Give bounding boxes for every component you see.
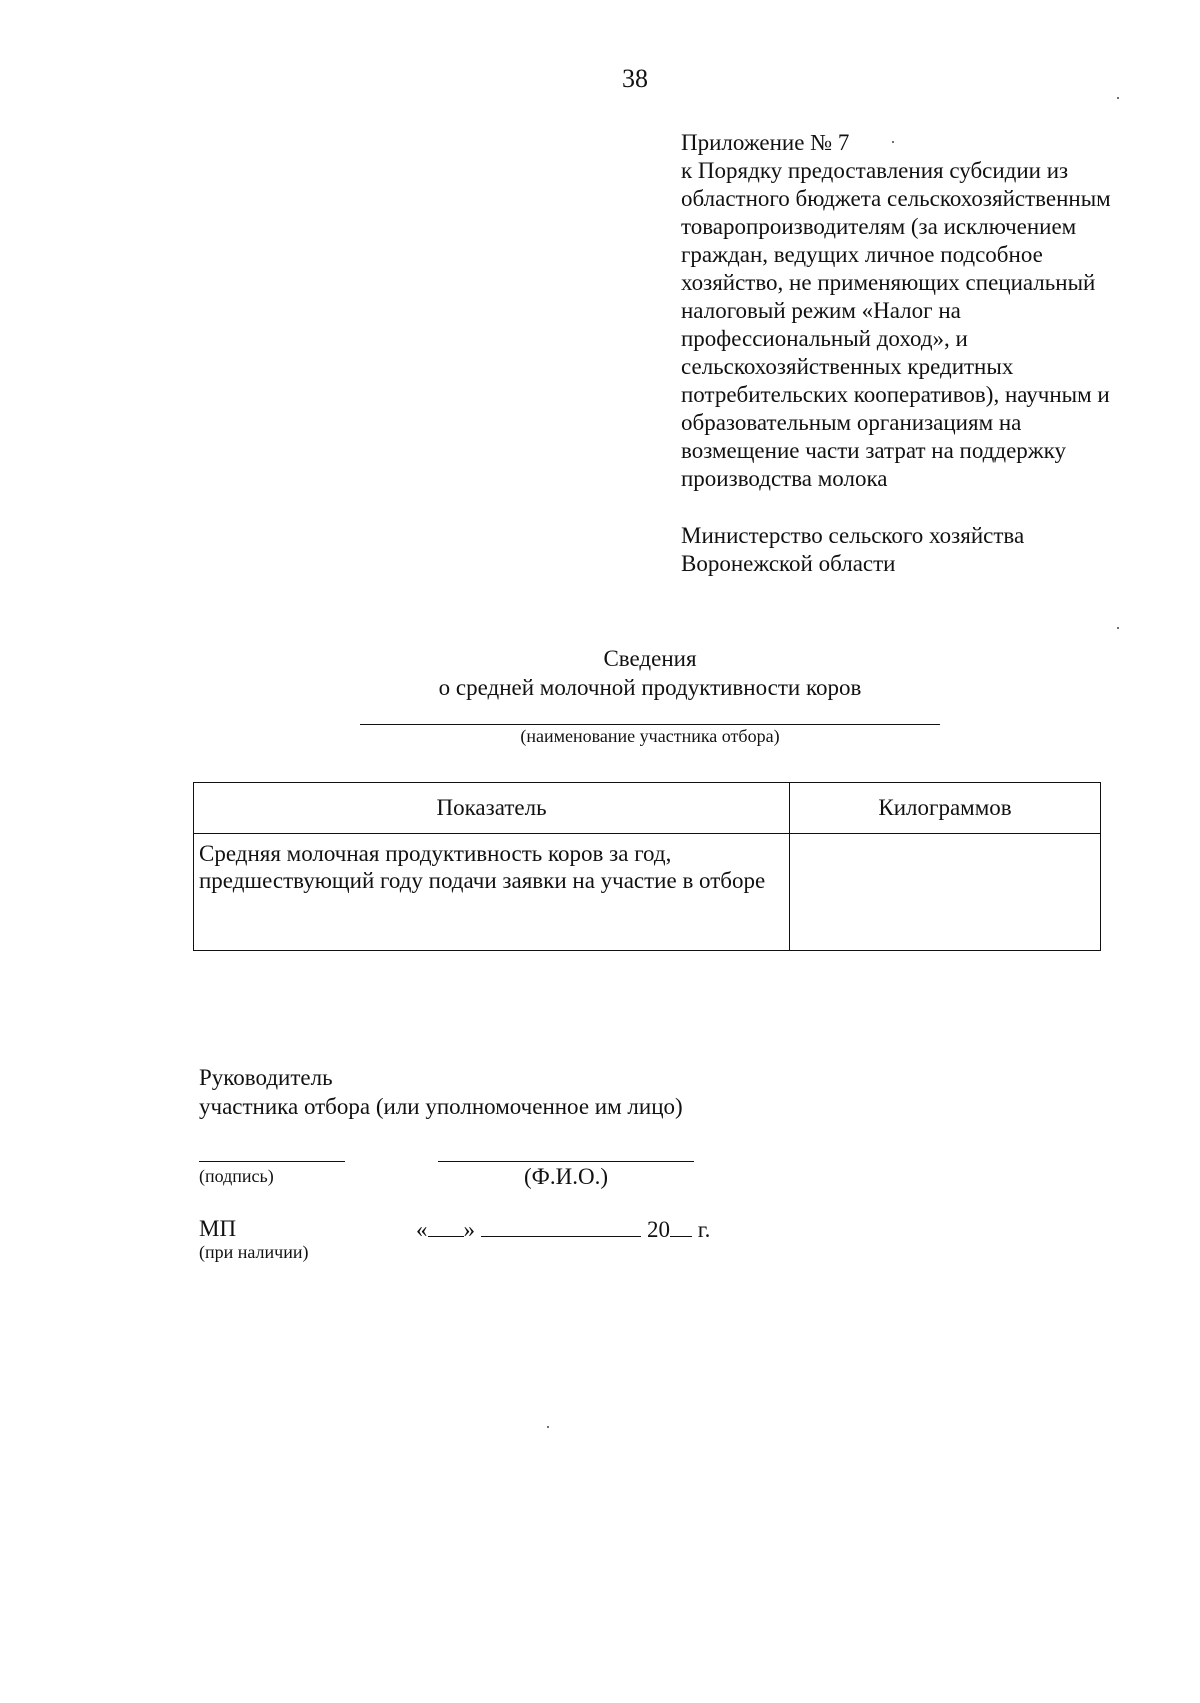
appendix-line: хозяйство, не применяющих специальный — [681, 270, 1096, 295]
appendix-line: областного бюджета сельскохозяйственным — [681, 186, 1111, 211]
document-title — [300, 644, 1000, 702]
table-header-kilograms: Килограммов — [790, 783, 1101, 834]
stamp-sub: (при наличии) — [199, 1242, 309, 1262]
table-header-row — [194, 783, 1101, 834]
appendix-line: профессиональный доход», и — [681, 326, 968, 351]
year-blank[interactable] — [670, 1216, 692, 1237]
manager-line-1: Руководитель — [199, 1065, 333, 1090]
manager-line-2: участника отбора (или уполномоченное им лицо) — [199, 1094, 683, 1119]
scan-speck — [547, 1426, 549, 1428]
title-line-2: о средней молочной продуктивности коров — [438, 675, 862, 700]
data-table — [193, 782, 1101, 951]
ministry-addressee — [681, 522, 1181, 578]
appendix-line: образовательным организациям на — [681, 410, 1022, 435]
signature-line[interactable] — [199, 1161, 345, 1162]
table-cell-indicator: Средняя молочная продуктивность коров за год, предшествующий году подачи заявки на участие в отборе — [194, 834, 790, 951]
ministry-line: Воронежской области — [681, 551, 896, 576]
signature-caption: (подпись) — [199, 1166, 274, 1186]
scan-speck — [1117, 627, 1119, 629]
participant-name-caption: (наименование участника отбора) — [520, 726, 780, 746]
appendix-line: граждан, ведущих личное подсобное — [681, 242, 1043, 267]
appendix-line: налоговый режим «Налог на — [681, 298, 961, 323]
appendix-line: к Порядку предоставления субсидии из — [681, 158, 1069, 183]
scan-speck — [892, 141, 894, 143]
date-close-quote: » — [463, 1217, 475, 1242]
participant-name-line[interactable] — [360, 724, 940, 725]
appendix-line: возмещение части затрат на поддержку — [681, 438, 1067, 463]
appendix-header — [681, 129, 1181, 493]
table-header-indicator: Показатель — [194, 783, 790, 834]
month-blank[interactable] — [481, 1216, 641, 1237]
table-row — [194, 834, 1101, 951]
date-open-quote: « — [416, 1217, 428, 1242]
appendix-line: Приложение № 7 — [681, 130, 850, 155]
appendix-line: потребительских кооперативов), научным и — [681, 382, 1110, 407]
ministry-line: Министерство сельского хозяйства — [681, 523, 1025, 548]
fio-caption: (Ф.И.О.) — [524, 1164, 608, 1189]
manager-label — [199, 1063, 899, 1121]
scan-speck — [1117, 97, 1119, 99]
year-suffix: г. — [697, 1217, 711, 1242]
appendix-line: сельскохозяйственных кредитных — [681, 354, 1014, 379]
page-number: 38 — [622, 64, 648, 93]
date-field — [416, 1216, 710, 1243]
table-cell-kilograms[interactable] — [790, 834, 1101, 951]
year-prefix: 20 — [647, 1217, 670, 1242]
stamp-label: МП — [199, 1216, 237, 1241]
day-blank[interactable] — [428, 1216, 464, 1237]
title-line-1: Сведения — [603, 646, 697, 671]
appendix-line: производства молока — [681, 466, 888, 491]
fio-line[interactable] — [438, 1161, 694, 1162]
appendix-line: товаропроизводителям (за исключением — [681, 214, 1077, 239]
